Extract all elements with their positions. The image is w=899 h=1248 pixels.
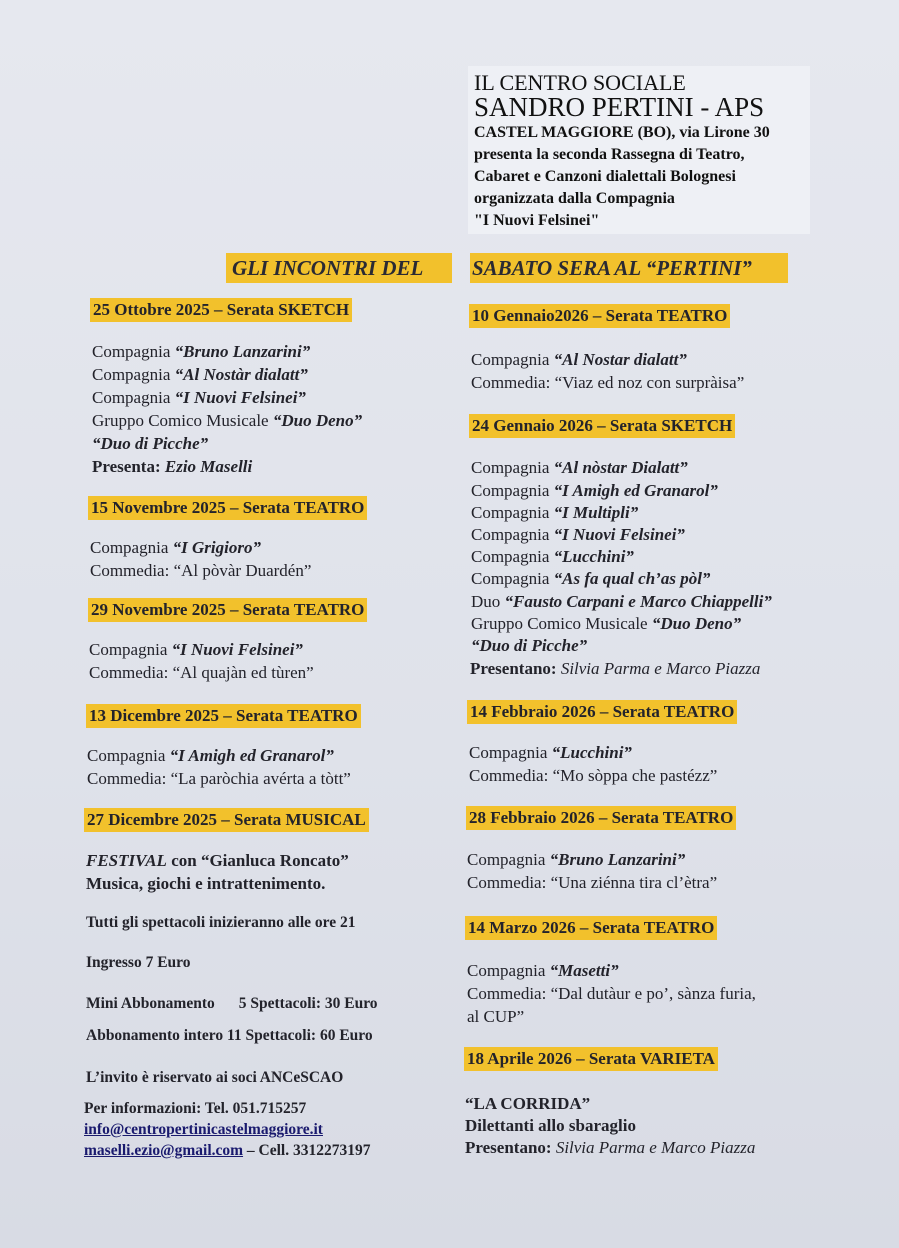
event-line: Compagnia “Al Nostar dialatt” (471, 350, 687, 369)
presenter-line: Presenta: Ezio Maselli (92, 457, 253, 476)
event-line: Commedia: “Al quajàn ed tùren” (89, 663, 314, 682)
presenter-line: Presentano: Silvia Parma e Marco Piazza (465, 1138, 756, 1157)
event-title: 25 Ottobre 2025 – Serata SKETCH (90, 298, 352, 322)
event-line: Compagnia “I Nuovi Felsinei” (92, 388, 306, 407)
header-line-2: SANDRO PERTINI - APS (474, 92, 765, 122)
event-line: Dilettanti allo sbaraglio (465, 1116, 636, 1135)
start-time-note: Tutti gli spettacoli inizieranno alle ore 21 (86, 914, 356, 931)
event-title: 27 Dicembre 2025 – Serata MUSICAL (84, 808, 369, 832)
header-line-7: "I Nuovi Felsinei" (474, 212, 600, 229)
event-title: 15 Novembre 2025 – Serata TEATRO (88, 496, 367, 520)
invitation-note: L’invito è riservato ai soci ANCeSCAO (86, 1069, 344, 1086)
full-subscription: Abbonamento intero 11 Spettacoli: 60 Euro (86, 1027, 373, 1044)
header-line-1: IL CENTRO SOCIALE (474, 70, 686, 95)
contact-email-cell: maselli.ezio@gmail.com – Cell. 3312273197 (84, 1142, 371, 1159)
presenter-line: Presentano: Silvia Parma e Marco Piazza (470, 659, 761, 678)
event-line: FESTIVAL con “Gianluca Roncato” (86, 851, 349, 870)
event-line: Commedia: “Viaz ed noz con surpràisa” (471, 373, 745, 392)
email-link-info[interactable]: info@centropertinicastelmaggiore.it (84, 1121, 323, 1138)
event-line: Commedia: “Al pòvàr Duardén” (90, 561, 312, 580)
event-title: 10 Gennaio2026 – Serata TEATRO (469, 304, 730, 328)
banner-right: SABATO SERA AL “PERTINI” (470, 253, 788, 283)
event-title: 14 Marzo 2026 – Serata TEATRO (465, 916, 717, 940)
event-title: 13 Dicembre 2025 – Serata TEATRO (86, 704, 361, 728)
event-title: 29 Novembre 2025 – Serata TEATRO (88, 598, 367, 622)
event-line: Gruppo Comico Musicale “Duo Deno” (92, 411, 363, 430)
event-line: Commedia: “Dal dutàur e po’, sànza furia, (467, 984, 756, 1003)
event-line: Compagnia “I Nuovi Felsinei” (471, 525, 685, 544)
event-line: al CUP” (467, 1007, 525, 1026)
event-line: Gruppo Comico Musicale “Duo Deno” (471, 614, 742, 633)
event-line: Compagnia “Al nòstar Dialatt” (471, 458, 688, 477)
event-line: Compagnia “Bruno Lanzarini” (467, 850, 686, 869)
event-title: 24 Gennaio 2026 – Serata SKETCH (469, 414, 735, 438)
event-line: Compagnia “I Multipli” (471, 503, 639, 522)
event-line: Compagnia “As fa qual ch’as pòl” (471, 569, 711, 588)
event-line: Compagnia “I Amigh ed Granarol” (471, 481, 718, 500)
mini-subscription: Mini Abbonamento 5 Spettacoli: 30 Euro (86, 995, 378, 1012)
banner-left: GLI INCONTRI DEL (226, 253, 452, 283)
event-line: Musica, giochi e intrattenimento. (86, 874, 326, 893)
event-line: Commedia: “Mo sòppa che pastézz” (469, 766, 718, 785)
header-line-3: CASTEL MAGGIORE (BO), via Lirone 30 (474, 124, 770, 141)
event-title: 28 Febbraio 2026 – Serata TEATRO (466, 806, 736, 830)
event-title: 14 Febbraio 2026 – Serata TEATRO (467, 700, 737, 724)
event-line: Compagnia “I Grigioro” (90, 538, 261, 557)
event-line: Compagnia “Bruno Lanzarini” (92, 342, 311, 361)
event-line: Compagnia “Lucchini” (471, 547, 634, 566)
event-line: Commedia: “Una ziénna tira cl’ètra” (467, 873, 718, 892)
event-line: Compagnia “Lucchini” (469, 743, 632, 762)
email-link-maselli[interactable]: maselli.ezio@gmail.com (84, 1142, 244, 1159)
event-line: Compagnia “I Amigh ed Granarol” (87, 746, 334, 765)
event-line: Compagnia “Masetti” (467, 961, 619, 980)
contact-phone: Per informazioni: Tel. 051.715257 (84, 1100, 307, 1117)
header-line-5: Cabaret e Canzoni dialettali Bolognesi (474, 168, 736, 185)
event-line: Commedia: “La paròchia avérta a tòtt” (87, 769, 351, 788)
event-line: Duo “Fausto Carpani e Marco Chiappelli” (471, 592, 772, 611)
event-line: Compagnia “I Nuovi Felsinei” (89, 640, 303, 659)
event-title: 18 Aprile 2026 – Serata VARIETA (464, 1047, 718, 1071)
header-line-6: organizzata dalla Compagnia (474, 190, 675, 207)
header-line-4: presenta la seconda Rassegna di Teatro, (474, 146, 745, 163)
event-line: “Duo di Picche” (92, 434, 209, 453)
event-line: Compagnia “Al Nostàr dialatt” (92, 365, 308, 384)
event-line: “Duo di Picche” (471, 636, 588, 655)
ticket-price: Ingresso 7 Euro (86, 954, 191, 971)
event-line: “LA CORRIDA” (465, 1094, 591, 1113)
